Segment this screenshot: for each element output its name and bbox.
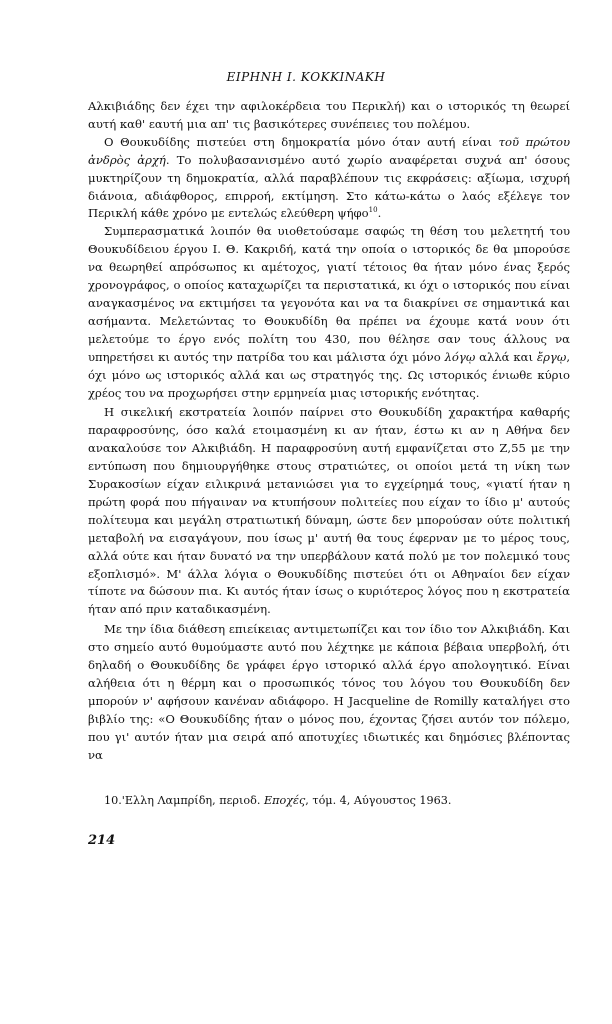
main-text	[88, 98, 570, 765]
greek-quote: τοῦ πρώτου ἀνδρὸς ἀρχή	[88, 134, 570, 167]
paragraph-democracy: Ο Θουκυδίδης πιστεύει στη δημοκρατία μόνο όταν αυτή είναι τοῦ πρώτου ἀνδρὸς ἀρχή. Το πολυβασανισμένο αυτό χωρίο αναφέρεται συχνά απ' όσους μυκτηρίζουν τη δημοκρατία, αλλά παραβλέπουν τις εκφράσεις: αξίωμα, ισχυρή διάνοια, αδιάφθορος, επιρροή, εκτίμηση. Στο κάτω-κάτω ο λαός εξέλεγε τον Περικλή κάθε χρόνο με εντελώς ελεύθερη ψήφο$^{10}$.	[88, 134, 570, 221]
paragraph-continuation: Αλκιβιάδης δεν έχει την αφιλοκέρδεια του Περικλή) και ο ιστορικός τη θεωρεί αυτή καθ' εαυτή μια απ' τις βασικότερες συνέπειες του πολέμου.	[88, 99, 570, 131]
footnote-ref: 10	[368, 206, 378, 215]
paragraph-alcibiades: Με την ίδια διάθεση επιείκειας αντιμετωπίζει και τον ίδιο τον Αλκιβιάδη. Και στο σημείο αυτό θυμούμαστε αυτό που λέχτηκε με κάποια βέβαια υπερβολή, ότι δηλαδή ο Θουκυδίδης δε γράφει έργο ιστορικό αλλά έργο απολογητικό. Είναι αλήθεια ότι η θέρμη και ο προσωπικός τόνος του λόγου του Θουκυδίδη δεν μπορούν ν' αφήσουν κανέναν αδιάφορο. Η Jacqueline de Romilly καταλήγει στο βιβλίο της: «Ο Θουκυδίδης ήταν ο μόνος που, έχοντας ζήσει αυτόν τον πόλεμο, που γι' αυτόν ήταν μια σειρά από αποτυχίες ιδιωτικές και δημόσιες βλέποντας να	[88, 622, 570, 762]
running-header: ΕΙΡΗΝΗ Ι. ΚΟΚΚΙΝΑΚΗ	[226, 70, 386, 84]
paragraph-sicilian-expedition: Η σικελική εκστρατεία λοιπόν παίρνει στο Θουκυδίδη χαρακτήρα καθαρής παραφροσύνης, όσο καλά ετοιμασμένη κι αν ήταν, έστω κι αν η Αθήνα δεν ανακαλούσε τον Αλκιβιάδη. Η παραφροσύνη αυτή εμφανίζεται στο Ζ,55 με την εντύπωση που δημιουργήθηκε στους στρατιώτες, οι οποίοι μετά τη νίκη των Συρακοσίων είχαν ειλικρινά μετανιώσει για το εγχείρημά τους, «γιατί ήταν η πρώτη φορά που πήγαιναν να κτυπήσουν πολιτείες που είχαν το ίδιο μ' αυτούς πολίτευμα και μεγάλη στρατιωτική δύναμη, ώστε δεν μπορούσαν ούτε πολιτική μεταβολή να εισαγάγουν, που ίσως μ' αυτή θα τους έφερναν με το μέρος τους, αλλά ούτε και ήταν δυνατό να την υπερβάλουν κατά πολύ με τον πολεμικό τους εξοπλισμό». Μ' άλλα λόγια ο Θουκυδίδης πιστεύει ότι οι Αθηναίοι δεν είχαν τίποτε να δώσουν πια. Κι αυτός ήταν ίσως ο κυριότερος λόγος που η εκστρατεία ήταν από πριν καταδικασμένη.	[88, 405, 570, 617]
journal-title: Εποχές	[263, 794, 306, 807]
paragraph-kakridis: Συμπερασματικά λοιπόν θα υιοθετούσαμε σαφώς τη θέση του μελετητή του Θουκυδίδειου έργου Ι. Θ. Κακριδή, κατά την οποία ο ιστορικός δε θα μπορούσε να θεωρηθεί απρόσωπος κι αμέτοχος, γιατί τέτοιος θα ήταν μόνο ένας ξερός χρονογράφος, ο οποίος καταχωρίζει τα περιστατικά, κι όχι ο ιστορικός που είναι αναγκασμένος να εκτιμήσει τα γεγονότα και να τα διακρίνει σε σημαντικά και ασήμαντα. Μελετώντας το Θουκυδίδη θα πρέπει να έχουμε κατά νουν ότι μελετούμε το έργο ενός πολίτη του 430, που θέλησε σαν τους άλλους να υπηρετήσει κι αυτός την πατρίδα του και μάλιστα όχι μόνο λόγῳ αλλά και ἔργῳ, όχι μόνο ως ιστορικός αλλά και ως στρατηγός της. Ως ιστορικός ένιωθε κύριο χρέος του να προχωρήσει στην ερμηνεία μιας ιστορικής ενότητας.	[88, 224, 570, 400]
greek-word-ergo: ἔργῳ	[536, 349, 567, 364]
page-number: 214	[88, 833, 116, 848]
greek-word-logo: λόγῳ	[444, 349, 476, 364]
footnote: 10.'Ελλη Λαμπρίδη, περιοδ. Εποχές, τόμ. 4, Αύγουστος 1963.	[104, 794, 452, 807]
